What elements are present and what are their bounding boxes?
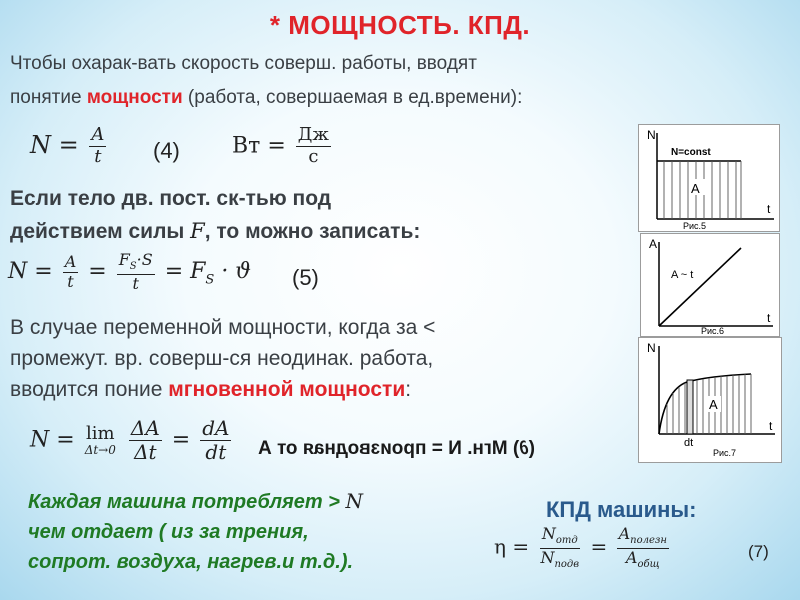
formula5-f1-num: A [64, 251, 77, 271]
figure-6 [640, 233, 780, 337]
formula5-rhs: = F [164, 259, 206, 285]
machine-text-pre: Каждая машина потребляет > [28, 491, 346, 513]
variable-power-text [10, 312, 435, 405]
inst-f2-den: dt [205, 440, 227, 464]
eff-f2-den-wrap [624, 549, 662, 571]
figure-7 [638, 337, 782, 463]
variable-text-line-2: промежут. вр. соверш-ся неодинак. работа, [10, 347, 434, 370]
formula5-f2-num-post: ·S [136, 250, 153, 269]
inst-f1-den: Δt [134, 440, 157, 464]
formula5-rhs-sub: S [205, 272, 215, 288]
force-text-line-1: Если тело дв. пост. ск-тью под [10, 187, 332, 210]
fig7-x-label: t [769, 419, 773, 433]
formula5-rhs-post: · ϑ [221, 259, 252, 285]
formula5-f2-num-wrap [117, 252, 155, 275]
eff-f1-den: N [540, 547, 555, 567]
formula-unit [232, 126, 334, 167]
fig7-dt-label: dt [684, 437, 694, 449]
formula5-lhs: N = [8, 259, 53, 285]
fig6-line [659, 248, 741, 326]
inst-lim: lim [85, 422, 115, 444]
inst-f2-num: dA [202, 416, 230, 440]
fig7-y-label: N [647, 341, 656, 355]
machine-text-line-2: чем отдает ( из за трения, [28, 521, 309, 543]
machine-text-line-1 [28, 486, 363, 517]
machine-text [28, 486, 363, 577]
intro-line-2 [10, 82, 780, 114]
formula4-lhs: N = [30, 130, 79, 159]
formula5-frac1 [63, 251, 79, 291]
eff-f1-num: N [541, 524, 556, 543]
variable-text-line-1: В случае переменной мощности, когда за < [10, 316, 436, 339]
intro-line-2-post: (работа, совершаемая в ед.времени): [182, 87, 523, 108]
fig6-x-label: t [767, 311, 771, 325]
variable-text-highlight: мгновенной мощности [168, 378, 406, 401]
figure-6-graph [641, 234, 779, 336]
eff-f1-den-sub: подв [554, 558, 580, 570]
eff-f1-num-sub: отд [555, 535, 578, 547]
formula5-label: (5) [292, 265, 319, 290]
machine-text-var: N [345, 489, 363, 513]
formula5-f2-num: F [118, 250, 130, 269]
unit-fraction [296, 126, 331, 167]
intro-highlight-power: мощности [86, 87, 183, 108]
inst-f1-num: ΔA [130, 416, 160, 440]
eff-f2-num-wrap [617, 526, 669, 549]
variable-text-pre: вводится поние [10, 378, 169, 401]
efficiency-heading: КПД машины: [546, 497, 697, 522]
figure-5 [638, 124, 780, 232]
formula4-den: t [94, 145, 102, 167]
formula4-fraction [89, 126, 106, 167]
eff-frac2 [617, 526, 669, 570]
eff-f2-den: A [625, 547, 638, 567]
eff-f2-den-sub: общ [637, 558, 660, 570]
mirrored-text-container [258, 438, 535, 460]
eff-f2-num: A [618, 524, 631, 543]
formula5-eq: = [88, 259, 107, 285]
fig7-dt-strip [687, 380, 693, 434]
fig6-curve-label: A ~ t [671, 269, 694, 281]
figure-5-graph [639, 125, 779, 231]
formula-efficiency [494, 526, 672, 570]
fig5-x-label: t [767, 202, 771, 216]
inst-eq: = [171, 427, 191, 453]
formula4-num: A [91, 124, 105, 145]
fig5-area-label: A [691, 181, 700, 196]
fig5-caption: Рис.5 [683, 221, 707, 231]
formula-instantaneous [30, 418, 234, 463]
inst-frac2 [200, 418, 231, 463]
fig5-curve-label: N=const [671, 147, 711, 158]
formula-power [30, 126, 109, 167]
efficiency-label: (7) [748, 542, 769, 561]
figure-7-graph [639, 338, 781, 462]
force-text-var: F [190, 219, 205, 243]
mirrored-text: (∂) Мгн. N = производная от A [258, 438, 535, 459]
inst-lhs: N = [30, 427, 75, 453]
formula5-f1-den: t [67, 271, 74, 291]
formula-power-force [8, 252, 251, 292]
force-text-line-2 [10, 215, 420, 248]
formula4-label: (4) [153, 138, 180, 163]
slide-title: * МОЩНОСТЬ. КПД. [269, 10, 531, 40]
fig5-y-label: N [647, 128, 656, 142]
inst-lim-sub: Δt→0 [84, 443, 116, 458]
fig7-caption: Рис.7 [713, 448, 737, 458]
unit-num: Дж [297, 124, 329, 145]
formula5-f2-num-sub: S [129, 261, 137, 273]
eff-f2-num-sub: полезн [630, 535, 667, 547]
eff-lhs: η = [494, 534, 530, 559]
fig6-y-label: A [649, 237, 658, 251]
eff-frac1 [538, 526, 581, 570]
machine-text-line-3: сопрот. воздуха, нагрев.и т.д.). [28, 551, 354, 573]
inst-frac1 [129, 418, 162, 463]
unit-lhs: Вт = [232, 133, 286, 159]
eff-f1-num-wrap [540, 526, 580, 549]
eff-eq: = [590, 534, 608, 559]
variable-text-line-3 [10, 374, 435, 405]
fig6-caption: Рис.6 [701, 326, 725, 336]
eff-f1-den-wrap [538, 549, 581, 571]
formula5-f2-den: t [132, 273, 139, 293]
inst-limit [85, 424, 116, 458]
force-text-pre: действием силы [10, 220, 191, 243]
fig7-area-label: A [709, 397, 718, 412]
formula5-frac2 [117, 252, 155, 292]
force-text-post: , то можно записать: [204, 220, 421, 243]
variable-text-post: : [405, 378, 412, 401]
unit-den: с [308, 145, 319, 167]
intro-line-1: Чтобы охарак-вать скорость соверш. работы, вводят [10, 53, 477, 74]
intro-line-2-pre: понятие [10, 87, 87, 108]
